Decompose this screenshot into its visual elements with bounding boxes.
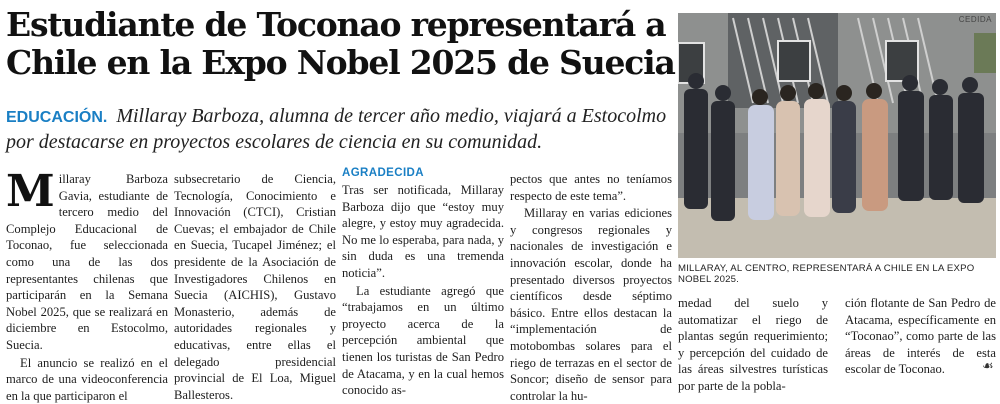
body-column-2 [174,171,336,403]
column-3-paragraph-1: Tras ser notificada, Millaray Barboza dijo que “estoy muy alegre, y estoy muy agradecida. No me lo esperaba, para nada, y sin duda es una tremenda noticia”. [342,183,504,280]
headline [6,6,676,82]
section-label: EDUCACIÓN. [6,109,108,126]
body-column-5 [678,295,828,395]
body-column-1 [6,166,168,404]
column-1-paragraph-1-text: illaray Barboza Gavia, estudiante de tercero medio del Complejo Educacional de Toconao, fue seleccionada como una de las dos representantes chilenas que participarán en la Semana Nobel 2025, que se realizará en diciembre en Estocolmo, Suecia. [6,172,168,352]
column-5-paragraph-1: medad del suelo y automatizar el riego de plantas según requerimiento; y percepción del cuidado de las áreas silvestres turísticas por parte de la pobla- [678,296,828,393]
column-4-paragraph-1: pectos que antes no teníamos respecto de este tema”. [510,172,672,203]
column-4-paragraph-2: Millaray en varias ediciones y congresos regionales y nacionales de investigación e innovación escolar, donde ha presentado diversos proyectos científicos desde séptimo básico. Entre ellos destacan la “implementación de motobombas solares para el riego de terrazas en el sector de Soncor; diseño de sensor para controlar la hu- [510,206,672,403]
body-column-3 [342,166,504,399]
drop-cap: M [6,166,55,217]
headline-line-2: Chile en la Expo Nobel 2025 de Suecia [6,43,675,82]
end-mark: ☙ [982,358,994,373]
subheading: AGRADECIDA [342,167,424,179]
lead-text: Millaray Barboza, alumna de tercer año medio, viajará a Estocolmo por destacarse en proyectos escolares de ciencia en su comunidad. [6,105,667,153]
body-column-4 [510,171,672,404]
photo-credit: CEDIDA [958,15,992,24]
column-3-paragraph-2: La estudiante agregó que “trabajamos en un último proyecto acerca de la percepción ambiental que tienen los turistas de San Pedro de Atacama, y en la cual hemos conocido as- [342,283,504,398]
lead-paragraph [6,104,674,154]
photo-caption: MILLARAY, AL CENTRO, REPRESENTARÁ A CHILE EN LA EXPO NOBEL 2025. [678,263,975,285]
body-column-6 [845,295,996,378]
column-2-paragraph-1: subsecretario de Ciencia, Tecnología, Conocimiento e Innovación (CTCI), Cristian Cuevas; el embajador de Chile en Suecia, Tucapel Jiménez; el presidente de la Asociación de Investigadores Chilenos en Suecia (AICHIS), Gustavo Monasterio, además de autoridades regionales y educativas, entre ellas el delegado presidencial provincial de El Loa, Miguel Ballesteros. [174,172,336,402]
group-photo-illustration [678,13,996,258]
column-1-paragraph-2: El anuncio se realizó en el marco de una videoconferencia en la que participaron el [6,355,168,403]
column-1-paragraph-1 [6,166,168,354]
column-6-paragraph-1: ción flotante de San Pedro de Atacama, específicamente en “Toconao”, como parte de las áreas de interés de esta escolar de Toconao. [845,296,996,377]
article-photo [678,13,996,258]
headline-line-1: Estudiante de Toconao representará a [6,5,666,44]
